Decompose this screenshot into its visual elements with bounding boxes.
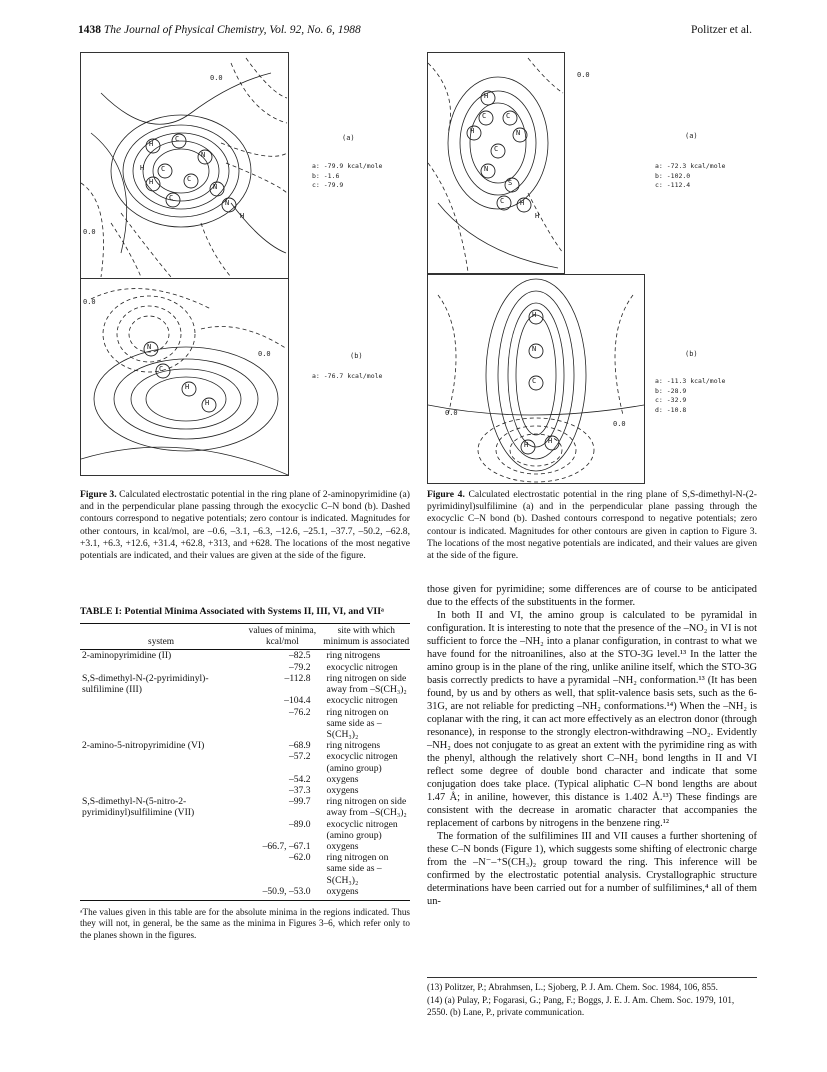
- figure-3-caption-text: Calculated electrostatic potential in the ring plane of 2-aminopyrimidine (a) and in the perpendicular plane passing through the exocyclic C–N bond (b). Dashed contours correspond to negative potentials; zero contour is indicated. Magnitudes for other contours, in kcal/mol, are –0.6, –3.1, –6.3, –12.6, –25.1, –37.7, –50.2, –62.8, +3.1, +6.3, +12.6, +31.4, +62.8, +313, and +628. The locations of the most negative potentials are indicated, and their values are given at the side of the figure.: [80, 489, 410, 562]
- legend-entry: c: -32.9: [655, 396, 687, 404]
- legend-entry: d: -10.8: [655, 405, 687, 414]
- site-cell: ring nitrogens: [326, 740, 381, 752]
- table-header-row: [80, 626, 410, 650]
- figure-3-caption: [80, 489, 410, 562]
- table-1: [80, 606, 410, 941]
- site-cell: ring nitrogen on same side as –S(CH₃)₂: [326, 706, 389, 740]
- atom-label: N: [213, 183, 218, 191]
- value-cell: –68.9: [288, 740, 311, 752]
- atom-label: N: [484, 165, 489, 173]
- column-header: system: [148, 636, 175, 647]
- site-cell: ring nitrogen on side away from –S(CH₃)₂: [326, 672, 407, 696]
- table-row: [80, 662, 410, 673]
- value-cell: –82.5: [288, 650, 311, 662]
- value-cell: –104.4: [284, 695, 311, 707]
- legend-entry: a: -11.3 kcal/mole: [655, 377, 726, 385]
- atom-label: H: [548, 437, 553, 445]
- atom-label: H: [140, 164, 145, 172]
- system-cell: [80, 774, 242, 785]
- atom-label: C: [500, 197, 505, 205]
- value-cell: –62.0: [288, 852, 311, 864]
- references-divider: [427, 977, 757, 978]
- atom-label: N: [532, 345, 537, 353]
- atom-label: H: [149, 140, 154, 148]
- body-text: [427, 583, 757, 908]
- table-row: [80, 650, 410, 662]
- figure-3a-tag: (a): [342, 134, 355, 142]
- system-cell: 2-aminopyrimidine (II): [82, 650, 172, 662]
- value-cell: –79.2: [288, 661, 311, 673]
- site-cell: exocyclic nitrogen: [326, 695, 398, 707]
- atom-label: C: [494, 145, 499, 153]
- table-row: [80, 774, 410, 785]
- atom-label: C: [175, 135, 180, 143]
- table-footnote: ᵃThe values given in this table are for the absolute minima in the regions indicated. Thus they will not, in general, be the same as the minima in Figures 3–6, which refer only to the planes shown in the figures.: [80, 906, 410, 940]
- atom-label: C: [532, 377, 537, 385]
- paragraph: In both II and VI, the amino group is calculated to be pyramidal in configuration. It is interesting to note that the presence of the –NO₂ in VI is not sufficient to force the –NH₂ into a planar configuration, in contrast to what we have found for the nitroanilines, also at the STO-3G level.¹³ In the latter the amino group is in the plane of the ring, unlike aniline itself, which the STO-3G basis correctly predicts to have a pyramidal –NH₂ conformation.¹³ (It has been found, by us and by others as well, that split-valence basis sets, such as the 6-31G, are not reliable for predicting –NH₂ conformations.¹⁴) When the –NH₂ is coplanar with the ring, it can act more effectively as an electron donor (through resonance), in response to the strongly electron-withdrawing –NO₂. Evidently –NH₂ does not conjugate to as great an extent with the pyrimidine ring as with the phenyl, although the relatively short C–NH₂ bond lengths in II and VI reflect some degree of double bond character and indicate that some conjugation does take place. (Typical aliphatic C–N bond lengths are about 1.47 Å; in aniline, however, this distance is 1.402 Å.¹³) These findings are consistent with the decrease in aromatic character that accompanies the replacement of carbons by nitrogens in the benzene ring.¹²: [427, 610, 757, 829]
- atom-label: H: [532, 311, 537, 319]
- figure-4-caption-text: Calculated electrostatic potential in the ring plane of S,S-dimethyl-N-(2-pyrimidinyl)sulfilimine (a) and in the perpendicular plane passing through the exocyclic C–N bond (b). Dashed contours correspond to negative potentials; zero contour is indicated. Magnitudes for other contours are given in caption to Figure 3. The locations of the most negative potentials are indicated, and their values are given at the side of the figure.: [427, 489, 757, 562]
- atom-label: N: [147, 343, 152, 351]
- atom-label: H: [185, 383, 190, 391]
- value-cell: –54.2: [288, 773, 311, 785]
- system-cell: S,S-dimethyl-N-(2-pyrimidinyl)-sulfilimine (III): [82, 672, 209, 696]
- table-row: [80, 751, 410, 773]
- atom-label: C: [482, 112, 487, 120]
- figure-3: [80, 52, 410, 482]
- value-cell: –112.8: [284, 672, 311, 684]
- table-row: [80, 695, 410, 706]
- figure-3a-zero-label: 0.0: [210, 74, 223, 82]
- site-cell: ring nitrogens: [326, 650, 381, 662]
- table-row: [80, 886, 410, 897]
- site-cell: exocyclic nitrogen: [326, 661, 398, 673]
- figure-4-caption: [427, 489, 757, 562]
- table-row: [80, 740, 410, 751]
- table-row: [80, 673, 410, 695]
- legend-entry: a: -76.7 kcal/mole: [312, 372, 383, 380]
- column-header: site with which minimum is associated: [323, 626, 410, 647]
- figure-4b-zero-label: 0.0: [445, 409, 458, 417]
- figure-4a-tag: (a): [685, 132, 698, 140]
- atom-label: H: [524, 441, 529, 449]
- atom-label: C: [161, 165, 166, 173]
- table-row: [80, 707, 410, 741]
- legend-entry: b: -1.6: [312, 171, 340, 180]
- system-cell: [80, 785, 242, 796]
- system-cell: 2-amino-5-nitropyrimidine (VI): [82, 740, 205, 752]
- figure-4b-atom-labels: [427, 274, 643, 482]
- figure-4b-tag: (b): [685, 350, 698, 358]
- figure-3a-zero-label: 0.0: [83, 228, 96, 236]
- value-cell: –89.0: [288, 818, 311, 830]
- system-cell: [80, 841, 242, 852]
- table-row: [80, 785, 410, 796]
- figure-4a-legend: [655, 162, 725, 191]
- system-cell: [80, 707, 242, 741]
- legend-entry: b: -28.9: [655, 386, 687, 395]
- journal-citation: The Journal of Physical Chemistry, Vol. 92, No. 6, 1988: [103, 24, 361, 36]
- references: [427, 982, 757, 1018]
- site-cell: oxygens: [326, 773, 359, 785]
- site-cell: oxygens: [326, 840, 359, 852]
- figure-3a-legend: [312, 162, 382, 191]
- atom-label: H: [470, 127, 475, 135]
- legend-entry: c: -79.9: [312, 181, 344, 189]
- atom-label: C: [169, 194, 174, 202]
- value-cell: –37.3: [288, 784, 311, 796]
- system-cell: [80, 886, 242, 897]
- figure-4b-legend: [655, 377, 725, 415]
- value-cell: –57.2: [288, 751, 311, 763]
- site-cell: exocyclic nitrogen (amino group): [326, 751, 398, 774]
- legend-entry: a: -72.3 kcal/mole: [655, 162, 726, 170]
- figure-4a-atom-labels: [427, 52, 563, 272]
- figure-3-label: Figure 3.: [80, 489, 117, 500]
- atom-label: C: [506, 112, 511, 120]
- system-cell: [80, 751, 242, 773]
- figure-3b-legend: [312, 372, 382, 382]
- figure-3b-tag: (b): [350, 352, 363, 360]
- running-header: [78, 24, 361, 36]
- system-cell: S,S-dimethyl-N-(5-nitro-2-pyrimidinyl)sulfilimine (VII): [82, 796, 195, 819]
- column-header: values of minima, kcal/mol: [248, 626, 317, 647]
- paragraph: those given for pyrimidine; some differences are of course to be anticipated due to the effects of the substituents in the former.: [427, 584, 757, 608]
- system-cell: [80, 852, 242, 886]
- paragraph: The formation of the sulfilimines III and VII causes a further shortening of these C–N bonds (Figure 1), which suggests some shifting of electronic charge from the –N⁻–⁺S(CH₃)₂ group toward the ring. This inference will be confirmed by the electrostatic potential analysis. Crystallographic structure determinations have been carried out for a number of sulfilimines,⁴ all of them un-: [427, 831, 757, 907]
- figure-3a-atom-labels: [80, 52, 287, 277]
- site-cell: exocyclic nitrogen (amino group): [326, 818, 398, 841]
- system-cell: [80, 662, 242, 673]
- reference-13: (13) Politzer, P.; Abrahmsen, L.; Sjoberg, P. J. Am. Chem. Soc. 1984, 106, 855.: [427, 982, 718, 992]
- value-cell: –99.7: [288, 796, 311, 808]
- table-row: [80, 852, 410, 886]
- atom-label: S: [508, 179, 513, 187]
- page-number: 1438: [78, 24, 101, 36]
- atom-label: H: [484, 92, 489, 100]
- table-row: [80, 819, 410, 841]
- figure-3b-zero-label: 0.0: [83, 298, 96, 306]
- atom-label: N: [516, 129, 521, 137]
- site-cell: ring nitrogen on side away from –S(CH₃)₂: [326, 796, 407, 819]
- system-cell: [80, 819, 242, 841]
- value-cell: –76.2: [288, 706, 311, 718]
- atom-label: C: [187, 175, 192, 183]
- legend-entry: c: -112.4: [655, 181, 691, 189]
- system-cell: [80, 695, 242, 706]
- site-cell: ring nitrogen on same side as –S(CH₃)₂: [326, 852, 389, 886]
- figure-4: [427, 52, 757, 482]
- atom-label: C: [159, 365, 164, 373]
- atom-label: H: [149, 178, 154, 186]
- table-title: TABLE I: Potential Minima Associated with Systems II, III, VI, and VIIᵃ: [80, 606, 384, 617]
- value-cell: –50.9, –53.0: [262, 885, 311, 897]
- value-cell: –66.7, –67.1: [262, 840, 311, 852]
- site-cell: oxygens: [326, 784, 359, 796]
- authors-header: Politzer et al.: [691, 24, 752, 36]
- atom-label: H: [535, 212, 540, 220]
- figure-4b-zero-label: 0.0: [613, 420, 626, 428]
- atom-label: N: [225, 199, 230, 207]
- figure-4a-zero-label: 0.0: [577, 71, 590, 79]
- atom-label: N: [201, 151, 206, 159]
- figure-3b-zero-label: 0.0: [258, 350, 271, 358]
- atom-label: H: [520, 199, 525, 207]
- site-cell: oxygens: [326, 885, 359, 897]
- legend-entry: a: -79.9 kcal/mole: [312, 162, 383, 170]
- table-body: [80, 626, 410, 897]
- atom-label: H: [205, 399, 210, 407]
- figure-3b-atom-labels: [80, 278, 287, 474]
- table-row: [80, 796, 410, 818]
- reference-14: (14) (a) Pulay, P.; Fogarasi, G.; Pang, F.; Boggs, J. E. J. Am. Chem. Soc. 1979, 101, 2550. (b) Lane, P., private communication.: [427, 995, 735, 1017]
- atom-label: H: [240, 212, 245, 220]
- figure-4-label: Figure 4.: [427, 489, 465, 500]
- table-row: [80, 841, 410, 852]
- legend-entry: b: -102.0: [655, 171, 691, 180]
